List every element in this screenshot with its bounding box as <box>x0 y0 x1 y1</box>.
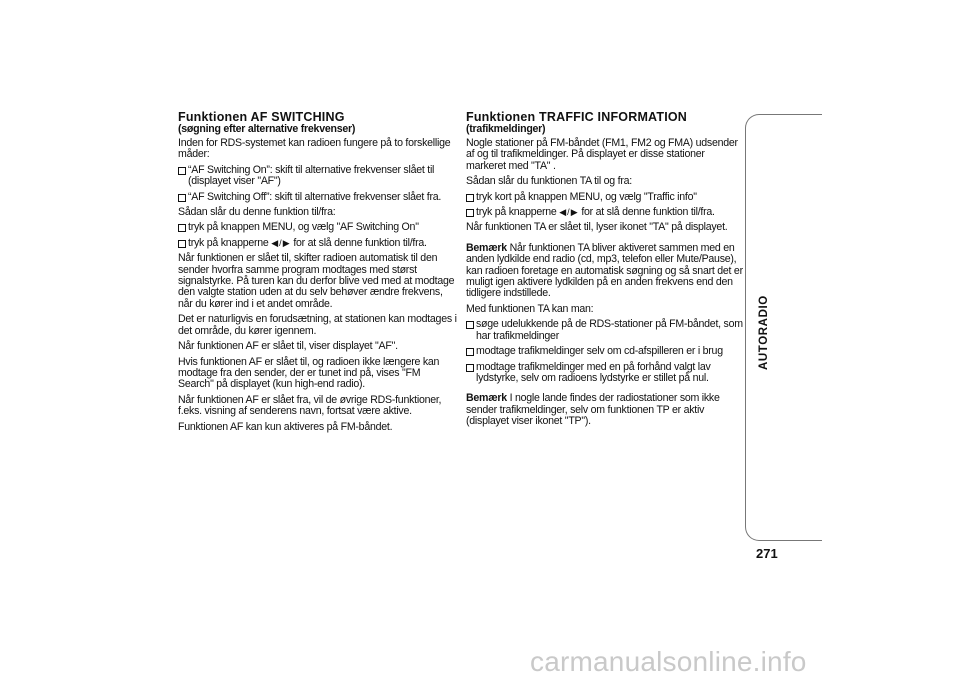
note-paragraph: Bemærk I nogle lande findes der radiostationer som ikke sender trafikmeldinger, selv om funktionen TP er aktiv (displayet viser ikonet "TP"). <box>466 392 720 428</box>
list-item: tryk på knapperne ◀/▶ for at slå denne funktion til/fra. <box>466 207 746 218</box>
checkbox-bullet-icon <box>178 167 186 175</box>
af-switching-title: Funktionen AF SWITCHING <box>178 110 345 124</box>
list-item: modtage trafikmeldinger med en på forhånd valgt lav lydstyrke, selv om radioens lydstyrke er stillet på nul. <box>466 362 746 385</box>
note-label: Bemærk <box>466 241 507 254</box>
page-number: 271 <box>756 546 778 561</box>
right-column <box>466 111 746 432</box>
traffic-information-subtitle: (trafikmeldinger) <box>466 123 546 135</box>
arrow-left-right-icon: ◀/▶ <box>559 207 579 218</box>
paragraph: Funktionen AF kan kun aktiveres på FM-båndet. <box>178 420 393 433</box>
paragraph: Når funktionen AF er slået til, viser displayet "AF". <box>178 340 398 353</box>
paragraph: Det er naturligvis en forudsætning, at stationen kan modtages i det område, du kører igennem. <box>178 313 457 337</box>
paragraph: Når funktionen AF er slået fra, vil de øvrige RDS-funktioner, f.eks. visning af senderens navn, fortsat være aktive. <box>178 393 442 418</box>
note-label: Bemærk <box>466 392 507 405</box>
paragraph: Når funktionen TA er slået til, lyser ikonet "TA" på displayet. <box>466 221 728 234</box>
list-item: “AF Switching Off”: skift til alternative frekvenser slået fra. <box>178 192 458 203</box>
checkbox-bullet-icon <box>178 194 186 202</box>
checkbox-bullet-icon <box>466 209 474 217</box>
checkbox-bullet-icon <box>466 321 474 329</box>
paragraph: Nogle stationer på FM-båndet (FM1, FM2 og FMA) udsender af og til trafikmeldinger. På displayet er disse stationer markeret med "TA" . <box>466 137 738 172</box>
note-paragraph: Bemærk Når funktionen TA bliver aktiveret sammen med en anden lydkilde end radio (cd, mp3, telefon eller Mute/Pause), kan radioen foretage en automatisk søgning og så snart det er muligt igen aktivere lydkilden på en anden frekvens end den tidligere indstillede. <box>466 241 743 300</box>
checkbox-bullet-icon <box>466 194 474 202</box>
arrow-left-right-icon: ◀/▶ <box>271 237 291 248</box>
paragraph: Når funktionen er slået til, skifter radioen automatisk til den sender hvorfra samme program modtages med størst signalstyrke. På turen kan du derfor blive ved med at modtage den valgte station uden at du selv behøver ændre frekvens, når du kører ind i et andet område. <box>178 252 455 310</box>
paragraph: Hvis funktionen AF er slået til, og radioen ikke længere kan modtage fra den sender, der er tunet ind på, vises "FM Search" på displayet (kun high-end radio). <box>178 355 440 391</box>
list-item: tryk på knapperne ◀/▶ for at slå denne funktion til/fra. <box>178 238 458 249</box>
checkbox-bullet-icon <box>178 240 186 248</box>
paragraph: Sådan slår du funktionen TA til og fra: <box>466 175 632 188</box>
left-column <box>178 111 458 437</box>
section-tab <box>745 114 822 541</box>
list-item: søge udelukkende på de RDS-stationer på FM-båndet, som har trafikmeldinger <box>466 319 746 342</box>
checkbox-bullet-icon <box>466 348 474 356</box>
section-tab-label: AUTORADIO <box>758 295 770 370</box>
checkbox-bullet-icon <box>178 224 186 232</box>
watermark: carmanualsonline.info <box>530 646 807 677</box>
paragraph: Sådan slår du denne funktion til/fra: <box>178 206 336 219</box>
list-item: “AF Switching On”: skift til alternative frekvenser slået til (displayet viser "AF") <box>178 165 458 188</box>
af-switching-subtitle: (søgning efter alternative frekvenser) <box>178 123 356 135</box>
paragraph: Inden for RDS-systemet kan radioen fungere på to forskellige måder: <box>178 137 451 161</box>
list-item: tryk kort på knappen MENU, og vælg "Traffic info" <box>466 192 746 203</box>
paragraph: Med funktionen TA kan man: <box>466 302 594 315</box>
list-item: modtage trafikmeldinger selv om cd-afspilleren er i brug <box>466 346 746 357</box>
traffic-information-title: Funktionen TRAFFIC INFORMATION <box>466 110 688 124</box>
list-item: tryk på knappen MENU, og vælg "AF Switching On" <box>178 222 458 233</box>
checkbox-bullet-icon <box>466 364 474 372</box>
